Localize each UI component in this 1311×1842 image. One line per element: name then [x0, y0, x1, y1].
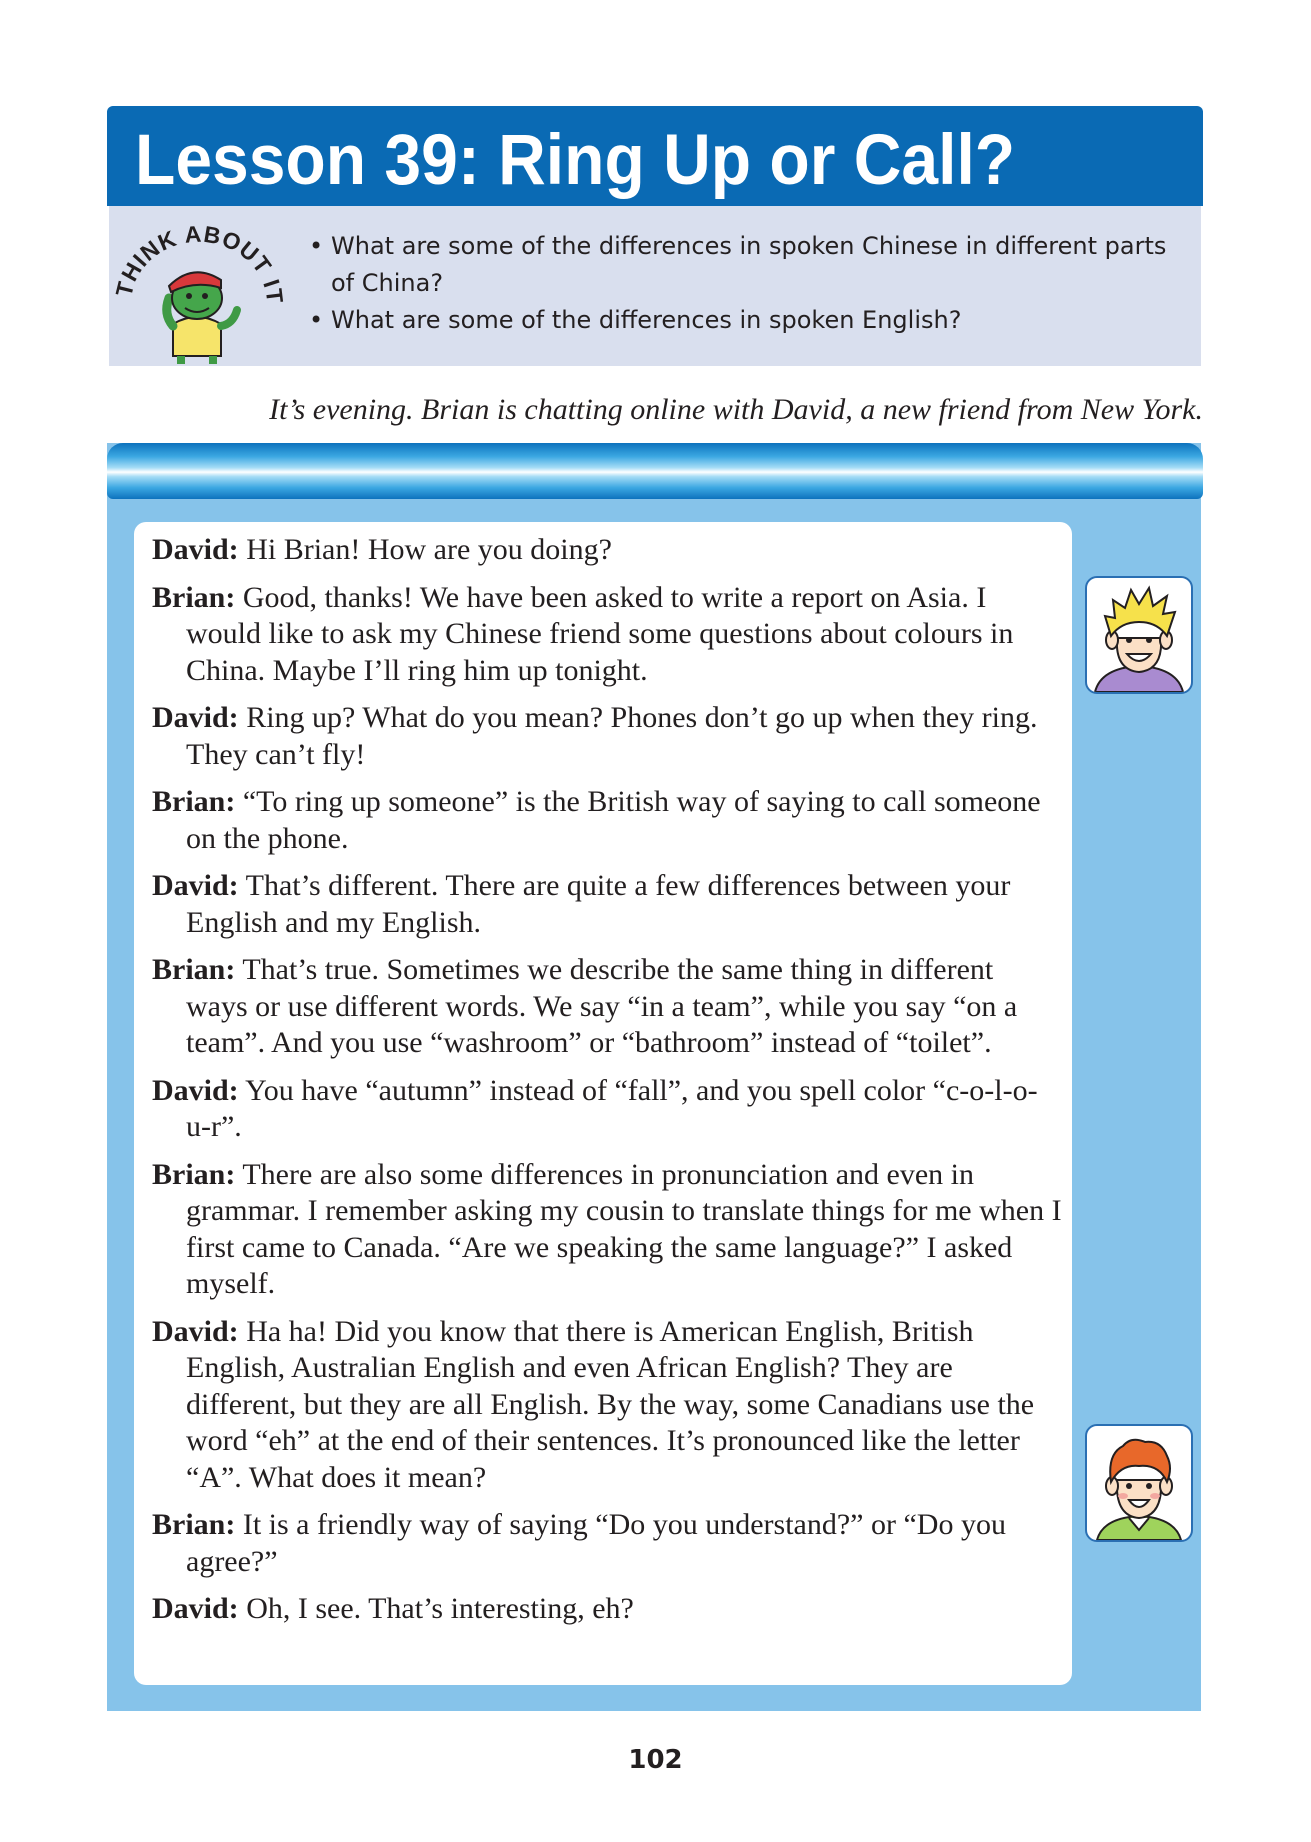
line-text: It is a friendly way of saying “Do you understand?” or “Do you agree?” — [186, 1508, 1006, 1578]
blond-boy-avatar-icon — [1087, 578, 1191, 692]
line-text: Ha ha! Did you know that there is American English, British English, Australian English and even African English? They are different, but they are all English. By the way, some Canadians use the word “eh” at the end of their sentences. It’s pronounced like the letter “A”. What does it mean? — [186, 1314, 1035, 1494]
dialog-line — [152, 784, 1062, 857]
bullet: • — [309, 306, 324, 334]
speaker-name: David: — [152, 701, 239, 734]
speaker-name: Brian: — [152, 785, 236, 818]
dialog-line — [152, 1507, 1062, 1580]
dinosaur-mascot-icon — [167, 272, 237, 364]
redhead-boy-avatar-icon — [1087, 1426, 1191, 1540]
dialog-line — [152, 1157, 1062, 1303]
think-about-it-badge-text: THINK ABOUT IT — [110, 220, 289, 306]
speaker-name: Brian: — [152, 580, 236, 614]
question-text: What are some of the differences in spoken Chinese in different parts of China? — [331, 232, 1167, 297]
speaker-name: David: — [152, 1314, 239, 1348]
intro-text: It’s evening. Brian is chatting online with David, a new friend from New York. — [269, 393, 1203, 426]
think-about-it-badge — [109, 206, 289, 366]
think-question-2 — [309, 302, 1189, 339]
dialog-line — [152, 1591, 1062, 1628]
dialog-line — [152, 700, 1062, 773]
dialog-line — [152, 868, 1062, 941]
line-text: There are also some differences in pronunciation and even in grammar. I remember asking my cousin to translate things for me when I first came to Canada. “Are we speaking the same language?” I asked myself. — [186, 1157, 1062, 1300]
dialog-line — [152, 1314, 1062, 1497]
think-question-1 — [309, 228, 1189, 302]
david-avatar — [1085, 1424, 1193, 1542]
dialog-line — [152, 1073, 1062, 1146]
speaker-name: Brian: — [152, 1508, 236, 1541]
speaker-name: David: — [152, 533, 239, 566]
line-text: Ring up? What do you mean? Phones don’t go up when they ring. They can’t fly! — [186, 701, 1038, 771]
line-text: That’s true. Sometimes we describe the same thing in different ways or use different words. We say “in a team”, while you say “on a team”. And you use “washroom” or “bathroom” instead of “toilet”. — [186, 953, 1018, 1059]
think-about-it-box — [109, 206, 1201, 366]
dialog-line — [152, 580, 1062, 690]
dialog-line — [152, 532, 1062, 569]
speaker-name: David: — [152, 1073, 239, 1107]
line-text: That’s different. There are quite a few differences between your English and my English. — [186, 869, 1011, 939]
brian-avatar — [1085, 576, 1193, 694]
line-text: Hi Brian! How are you doing? — [246, 533, 612, 566]
dialog-lines — [152, 532, 1062, 1639]
speaker-name: David: — [152, 1592, 239, 1625]
line-text: You have “autumn” instead of “fall”, and you spell color “c-o-l-o-u-r”. — [186, 1073, 1038, 1143]
lesson-title: Lesson 39: Ring Up or Call? — [135, 119, 1016, 200]
speaker-name: Brian: — [152, 953, 236, 986]
page-number: 102 — [628, 1745, 683, 1775]
speaker-name: David: — [152, 869, 239, 902]
question-text: What are some of the differences in spoken English? — [331, 306, 962, 334]
dialog-line — [152, 952, 1062, 1062]
line-text: “To ring up someone” is the British way of saying to call someone on the phone. — [186, 785, 1041, 855]
line-text: Good, thanks! We have been asked to write a report on Asia. I would like to ask my Chinese friend some questions about colours in China. Maybe I’ll ring him up tonight. — [186, 580, 1014, 687]
dialog-card — [134, 522, 1072, 1685]
speaker-name: Brian: — [152, 1157, 236, 1191]
think-about-it-questions — [309, 228, 1189, 339]
line-text: Oh, I see. That’s interesting, eh? — [246, 1592, 634, 1625]
bullet: • — [309, 232, 324, 260]
dialog-header-band — [107, 443, 1203, 499]
lesson-title-bar — [107, 106, 1203, 206]
